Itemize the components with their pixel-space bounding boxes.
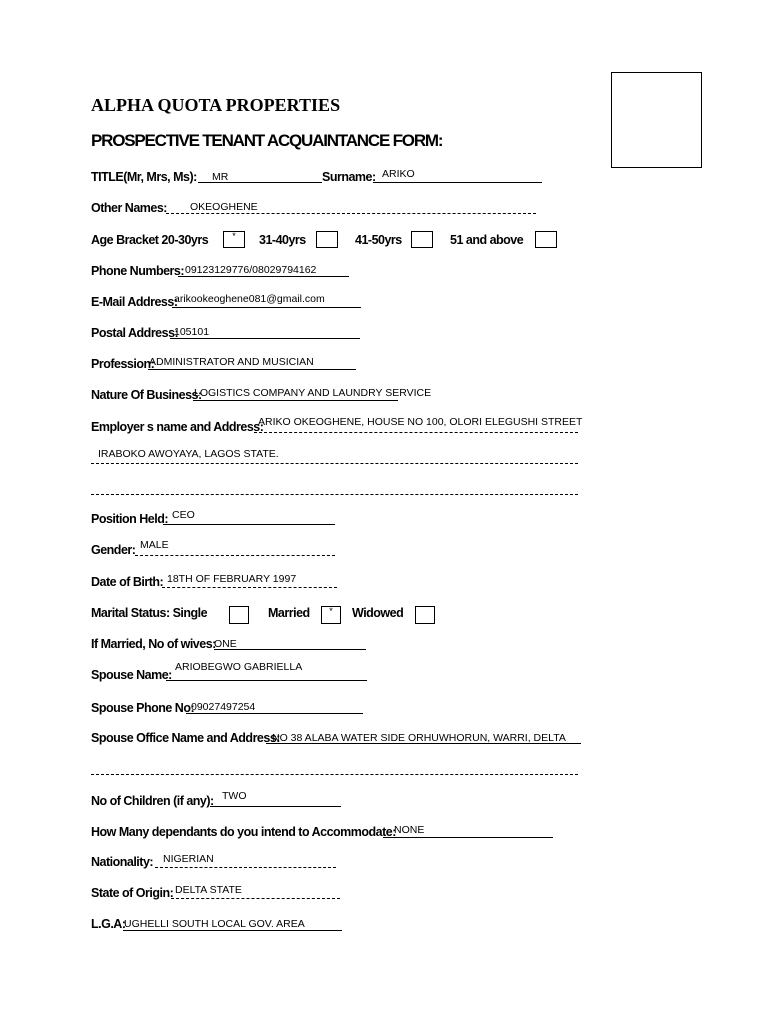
state-of-origin-label: State of Origin:: [91, 886, 174, 900]
lga-label: L.G.A:: [91, 917, 126, 931]
spouse-phone-value[interactable]: 09027497254: [191, 701, 256, 713]
employer-value-2[interactable]: IRABOKO AWOYAYA, LAGOS STATE.: [98, 448, 279, 460]
spouse-office-value[interactable]: NO 38 ALABA WATER SIDE ORHUWHORUN, WARRI, DELTA: [272, 732, 566, 744]
children-line: [210, 806, 341, 807]
gender-line: [135, 555, 335, 556]
phone-value[interactable]: 09123129776/08029794162: [185, 264, 317, 276]
age-51-above-checkbox[interactable]: [535, 231, 557, 248]
age-31-40-label: 31-40yrs: [259, 233, 306, 247]
gender-value[interactable]: MALE: [140, 539, 169, 551]
passport-photo-box: [611, 72, 702, 168]
profession-label: Profession:: [91, 357, 155, 371]
children-value[interactable]: TWO: [222, 790, 247, 802]
lga-line: [123, 930, 342, 931]
nationality-value[interactable]: NIGERIAN: [163, 853, 214, 865]
business-value[interactable]: LOGISTICS COMPANY AND LAUNDRY SERVICE: [194, 387, 432, 399]
spouse-name-line: [166, 680, 367, 681]
position-label: Position Held:: [91, 512, 169, 526]
email-line: [172, 307, 361, 308]
age-31-40-checkbox[interactable]: [316, 231, 338, 248]
surname-label: Surname:: [322, 170, 376, 184]
dependants-label: How Many dependants do you intend to Accommodate:: [91, 825, 396, 839]
phone-label: Phone Numbers:: [91, 264, 185, 278]
wives-value[interactable]: ONE: [214, 638, 237, 650]
other-names-label: Other Names:: [91, 201, 167, 215]
age-41-50-checkbox[interactable]: [411, 231, 433, 248]
employer-line-1: [254, 432, 578, 433]
nationality-line: [155, 867, 336, 868]
employer-line-2: [91, 463, 578, 464]
employer-label: Employer s name and Address:: [91, 420, 264, 434]
form-title: PROSPECTIVE TENANT ACQUAINTANCE FORM:: [91, 131, 443, 150]
gender-label: Gender:: [91, 543, 136, 557]
email-label: E-Mail Address:: [91, 295, 178, 309]
marital-status-label: Marital Status: Single: [91, 606, 208, 620]
age-51-above-label: 51 and above: [450, 233, 524, 247]
phone-line: [178, 276, 349, 277]
children-label: No of Children (if any):: [91, 794, 214, 808]
other-names-line: [166, 213, 536, 214]
other-names-value[interactable]: OKEOGHENE: [190, 201, 258, 213]
state-of-origin-line: [171, 898, 340, 899]
spouse-name-label: Spouse Name:: [91, 668, 172, 682]
single-checkbox[interactable]: [229, 606, 249, 624]
widowed-label: Widowed: [352, 606, 404, 620]
spouse-phone-label: Spouse Phone No:: [91, 701, 195, 715]
widowed-checkbox[interactable]: [415, 606, 435, 624]
business-label: Nature Of Business:: [91, 388, 202, 402]
nationality-label: Nationality:: [91, 855, 154, 869]
position-value[interactable]: CEO: [172, 509, 195, 521]
age-20-30-checkbox[interactable]: *: [223, 231, 245, 248]
dob-value[interactable]: 18TH OF FEBRUARY 1997: [167, 573, 297, 585]
wives-label: If Married, No of wives:: [91, 637, 216, 651]
surname-value[interactable]: ARIKO: [382, 168, 415, 180]
age-bracket-label: Age Bracket 20-30yrs: [91, 233, 209, 247]
spouse-office-label: Spouse Office Name and Address:: [91, 731, 280, 745]
profession-line: [148, 369, 356, 370]
dob-label: Date of Birth:: [91, 575, 164, 589]
profession-value[interactable]: ADMINISTRATOR AND MUSICIAN: [149, 356, 314, 368]
email-value[interactable]: arikookeoghene081@gmail.com: [174, 293, 325, 305]
lga-value[interactable]: UGHELLI SOUTH LOCAL GOV. AREA: [124, 918, 305, 930]
state-of-origin-value[interactable]: DELTA STATE: [175, 884, 242, 896]
postal-label: Postal Address:: [91, 326, 179, 340]
spouse-name-value[interactable]: ARIOBEGWO GABRIELLA: [175, 661, 303, 673]
postal-value[interactable]: 105101: [174, 326, 210, 338]
employer-value-1[interactable]: ARIKO OKEOGHENE, HOUSE NO 100, OLORI ELEGUSHI STREET: [258, 416, 583, 428]
spouse-phone-line: [186, 713, 363, 714]
dependants-value[interactable]: NONE: [394, 824, 425, 836]
married-label: Married: [268, 606, 310, 620]
dependants-line: [383, 837, 553, 838]
wives-line: [214, 649, 366, 650]
employer-line-3: [91, 494, 578, 495]
postal-line: [170, 338, 360, 339]
title-value[interactable]: MR: [212, 171, 229, 183]
dob-line: [162, 587, 337, 588]
company-name: ALPHA QUOTA PROPERTIES: [91, 95, 341, 115]
business-line: [193, 400, 398, 401]
spouse-office-line-2: [91, 774, 578, 775]
surname-line: [373, 182, 542, 183]
title-label: TITLE(Mr, Mrs, Ms):: [91, 170, 197, 184]
position-line: [163, 524, 335, 525]
married-checkbox[interactable]: *: [321, 606, 341, 624]
age-41-50-label: 41-50yrs: [355, 233, 402, 247]
